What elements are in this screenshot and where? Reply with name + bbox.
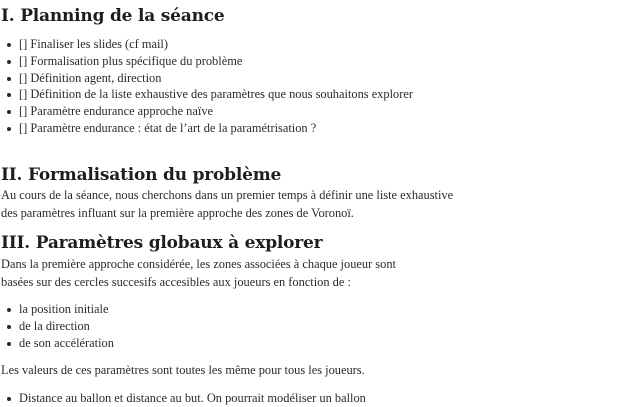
checklist-item: [] Paramètre endurance approche naïve	[19, 103, 419, 120]
list-item: la position initiale	[19, 301, 419, 318]
list-item: Distance au ballon et distance au but. On pourrait modéliser un ballon	[19, 390, 519, 407]
parametres-paragraph: Dans la première approche considérée, les zones associées à chaque joueur sont basées sur des cercles succesifs accesibles aux joueurs en fonction de :	[1, 257, 396, 289]
checklist-item: [] Définition de la liste exhaustive des paramètres que nous souhaitons explorer	[19, 86, 419, 103]
formalisation-paragraph: Au cours de la séance, nous cherchons dans un premier temps à définir une liste exhaustive des paramètres influant sur la première approche des zones de Voronoï.	[1, 188, 454, 220]
section-planning-heading: I. Planning de la séance	[1, 6, 225, 26]
parametres-extra-list	[0, 390, 519, 407]
list-item: de la direction	[19, 318, 419, 335]
section-formalisation-heading: II. Formalisation du problème	[1, 165, 282, 185]
parametres-list	[0, 301, 419, 351]
list-item: de son accélération	[19, 335, 419, 352]
parametres-values-paragraph: Les valeurs de ces paramètres sont toutes les même pour tous les joueurs.	[1, 363, 365, 377]
checklist-item: [] Paramètre endurance : état de l’art de la paramétrisation ?	[19, 120, 419, 137]
section-parametres-heading: III. Paramètres globaux à explorer	[1, 233, 323, 253]
checklist-item: [] Finaliser les slides (cf mail)	[19, 36, 419, 53]
checklist-item: [] Formalisation plus spécifique du problème	[19, 53, 419, 70]
planning-checklist	[0, 36, 419, 137]
checklist-item: [] Définition agent, direction	[19, 70, 419, 87]
